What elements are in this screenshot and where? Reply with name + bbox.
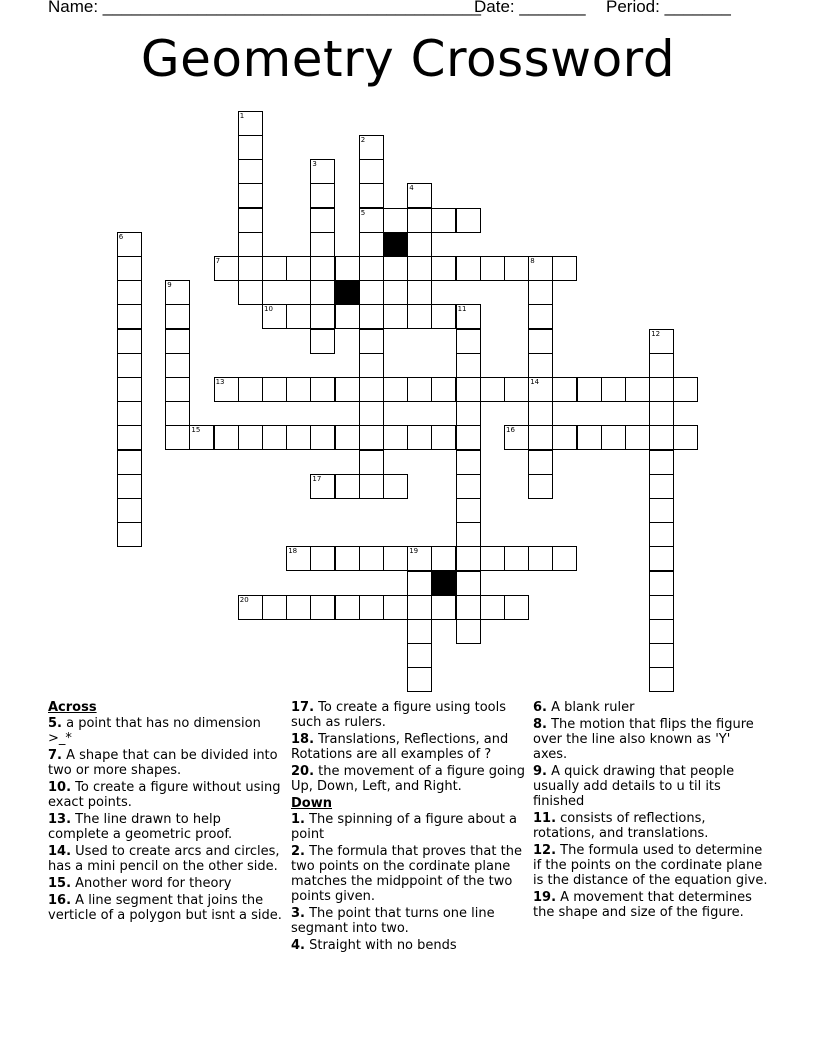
grid-cell[interactable] [407, 595, 432, 620]
grid-cell[interactable] [480, 546, 505, 571]
grid-cell[interactable] [359, 280, 384, 305]
grid-cell[interactable] [238, 159, 263, 184]
grid-cell[interactable] [359, 304, 384, 329]
clue-number: 15 [191, 426, 201, 435]
grid-cell[interactable] [480, 595, 505, 620]
grid-cell[interactable] [528, 256, 553, 281]
clue-item [533, 700, 768, 715]
clue-item [48, 812, 283, 842]
clue-item-number: 3. [291, 906, 305, 921]
grid-cell[interactable] [456, 401, 481, 426]
grid-cell[interactable] [383, 304, 408, 329]
clue-number: 20 [239, 595, 249, 604]
clue-item [48, 716, 283, 746]
grid-cell[interactable] [359, 159, 384, 184]
clue-item-text: A line segment that joins the verticle of a polygon but isnt a side. [48, 893, 282, 923]
clues-column-1 [48, 700, 283, 925]
clue-item [533, 764, 768, 809]
clue-item [48, 844, 283, 874]
grid-cell[interactable] [262, 256, 287, 281]
clue-item-number: 15. [48, 876, 72, 891]
grid-cell[interactable] [238, 232, 263, 257]
grid-cell[interactable] [649, 546, 674, 571]
grid-cell[interactable] [165, 304, 190, 329]
clue-item [533, 843, 768, 888]
grid-cell[interactable] [335, 256, 360, 281]
grid-cell[interactable] [456, 256, 481, 281]
clue-number: 7 [215, 257, 221, 265]
across-heading: Across [48, 700, 97, 715]
grid-cell[interactable] [286, 595, 311, 620]
clue-item-text: A shape that can be divided into two or more shapes. [48, 748, 278, 778]
grid-cell[interactable] [528, 474, 553, 499]
grid-cell[interactable] [407, 425, 432, 450]
clue-number: 4 [409, 184, 414, 193]
grid-cell[interactable] [383, 546, 408, 571]
grid-cell[interactable] [431, 546, 456, 571]
grid-cell[interactable] [480, 256, 505, 281]
grid-cell[interactable] [649, 353, 674, 378]
clue-item-number: 16. [48, 893, 72, 908]
grid-cell[interactable] [649, 329, 674, 354]
grid-cell[interactable] [456, 377, 481, 402]
grid-cell[interactable] [649, 595, 674, 620]
clue-item-number: 4. [291, 938, 305, 953]
clues-column-3 [533, 700, 768, 922]
grid-cell[interactable] [407, 232, 432, 257]
clue-item [48, 893, 283, 923]
grid-cell[interactable] [359, 183, 384, 208]
name-field-label[interactable]: Name: ________________________________________ [48, 0, 481, 16]
grid-cell[interactable] [310, 183, 335, 208]
grid-cell[interactable] [238, 377, 263, 402]
grid-cell[interactable] [528, 329, 553, 354]
grid-cell[interactable] [165, 425, 190, 450]
grid-cell[interactable] [528, 401, 553, 426]
grid-cell[interactable] [238, 183, 263, 208]
grid-cell[interactable] [335, 595, 360, 620]
grid-cell[interactable] [552, 256, 577, 281]
grid-cell[interactable] [383, 377, 408, 402]
grid-black-cell [431, 571, 456, 596]
grid-cell[interactable] [117, 329, 142, 354]
grid-cell[interactable] [528, 425, 553, 450]
grid-cell[interactable] [407, 619, 432, 644]
clue-number: 17 [312, 474, 322, 483]
clue-item [48, 780, 283, 810]
grid-cell[interactable] [649, 425, 674, 450]
clue-item-number: 2. [291, 844, 305, 859]
across-clue-list-continued [291, 700, 526, 794]
grid-cell[interactable] [649, 498, 674, 523]
grid-cell[interactable] [649, 571, 674, 596]
grid-cell[interactable] [359, 401, 384, 426]
clue-item-number: 7. [48, 748, 62, 763]
clue-item-number: 10. [48, 780, 72, 795]
clue-item-text: The formula used to determine if the points on the cordinate plane is the distance of the equation give. [533, 843, 768, 888]
grid-cell[interactable] [359, 256, 384, 281]
clue-number: 2 [360, 136, 366, 144]
grid-cell[interactable] [359, 208, 384, 233]
clue-number: 10 [264, 305, 273, 314]
clue-item [533, 811, 768, 841]
grid-cell[interactable] [359, 135, 384, 160]
grid-cell[interactable] [673, 377, 698, 402]
grid-cell[interactable] [504, 377, 529, 402]
grid-cell[interactable] [359, 450, 384, 475]
clue-item-text: a point that has no dimension >_* [48, 716, 261, 746]
clue-number: 5 [360, 208, 366, 217]
grid-cell[interactable] [117, 377, 142, 402]
grid-cell[interactable] [238, 595, 263, 620]
grid-cell[interactable] [407, 377, 432, 402]
grid-cell[interactable] [165, 377, 190, 402]
grid-cell[interactable] [310, 159, 335, 184]
clue-number: 8 [530, 257, 535, 265]
grid-cell[interactable] [407, 546, 432, 571]
clue-number: 12 [651, 329, 661, 338]
clue-item [291, 812, 526, 842]
grid-cell[interactable] [117, 498, 142, 523]
down-clue-list [291, 812, 526, 953]
grid-cell[interactable] [528, 304, 553, 329]
clue-item-text: Straight with no bends [304, 938, 457, 953]
grid-cell[interactable] [359, 377, 384, 402]
grid-cell[interactable] [238, 208, 263, 233]
grid-cell[interactable] [625, 377, 650, 402]
clue-item-number: 12. [533, 843, 557, 858]
grid-cell[interactable] [407, 667, 432, 692]
grid-cell[interactable] [407, 571, 432, 596]
clue-item [291, 764, 526, 794]
grid-cell[interactable] [359, 353, 384, 378]
clue-item-number: 6. [533, 700, 547, 715]
clue-item [533, 890, 768, 920]
grid-cell[interactable] [456, 522, 481, 547]
clue-item-text: The point that turns one line segmant into two. [291, 906, 495, 936]
clues-column-2 [291, 700, 526, 955]
grid-cell[interactable] [359, 474, 384, 499]
grid-cell[interactable] [310, 474, 335, 499]
grid-cell[interactable] [262, 377, 287, 402]
grid-cell[interactable] [238, 135, 263, 160]
grid-cell[interactable] [359, 329, 384, 354]
grid-cell[interactable] [456, 425, 481, 450]
down-heading: Down [291, 796, 332, 811]
grid-cell[interactable] [431, 256, 456, 281]
grid-cell[interactable] [238, 111, 263, 136]
grid-cell[interactable] [359, 425, 384, 450]
grid-cell[interactable] [456, 546, 481, 571]
period-field-label[interactable]: Period: _______ [606, 0, 731, 16]
clue-item-text: Used to create arcs and circles, has a mini pencil on the other side. [48, 844, 280, 874]
grid-cell[interactable] [456, 595, 481, 620]
grid-cell[interactable] [577, 377, 602, 402]
grid-cell[interactable] [189, 425, 214, 450]
grid-cell[interactable] [286, 377, 311, 402]
grid-cell[interactable] [238, 425, 263, 450]
clue-number: 6 [118, 232, 124, 241]
clue-item-text: To create a figure using tools such as rulers. [291, 700, 506, 730]
clue-item [291, 732, 526, 762]
grid-cell[interactable] [649, 474, 674, 499]
clue-item-text: The spinning of a figure about a point [291, 812, 518, 842]
clue-item [291, 844, 526, 904]
grid-cell[interactable] [649, 450, 674, 475]
clue-item-number: 20. [291, 764, 315, 779]
page-title: Geometry Crossword [140, 30, 676, 88]
grid-cell[interactable] [528, 450, 553, 475]
grid-cell[interactable] [165, 401, 190, 426]
clue-item-text: Translations, Reflections, and Rotations are all examples of ? [291, 732, 509, 762]
clue-item-number: 8. [533, 717, 547, 732]
clue-item-number: 11. [533, 811, 557, 826]
grid-cell[interactable] [407, 643, 432, 668]
clue-item-number: 5. [48, 716, 62, 731]
clue-item-number: 17. [291, 700, 315, 715]
grid-cell[interactable] [480, 377, 505, 402]
grid-cell[interactable] [649, 643, 674, 668]
grid-cell[interactable] [528, 546, 553, 571]
grid-cell[interactable] [431, 425, 456, 450]
grid-cell[interactable] [117, 353, 142, 378]
grid-cell[interactable] [165, 280, 190, 305]
grid-cell[interactable] [286, 546, 311, 571]
grid-cell[interactable] [310, 208, 335, 233]
grid-cell[interactable] [286, 304, 311, 329]
grid-cell[interactable] [431, 304, 456, 329]
grid-cell[interactable] [335, 546, 360, 571]
grid-cell[interactable] [310, 280, 335, 305]
clue-item-number: 9. [533, 764, 547, 779]
grid-cell[interactable] [335, 377, 360, 402]
grid-cell[interactable] [456, 304, 481, 329]
grid-cell[interactable] [456, 329, 481, 354]
grid-cell[interactable] [649, 522, 674, 547]
clue-number: 3 [312, 160, 317, 169]
grid-cell[interactable] [601, 377, 626, 402]
grid-cell[interactable] [431, 377, 456, 402]
clue-item [48, 748, 283, 778]
grid-cell[interactable] [359, 546, 384, 571]
grid-cell[interactable] [456, 450, 481, 475]
grid-cell[interactable] [310, 329, 335, 354]
grid-cell[interactable] [528, 280, 553, 305]
clue-item-text: consists of reflections, rotations, and translations. [533, 811, 709, 841]
clue-number: 14 [530, 378, 540, 386]
grid-cell[interactable] [238, 256, 263, 281]
grid-cell[interactable] [552, 377, 577, 402]
grid-cell[interactable] [335, 474, 360, 499]
grid-cell[interactable] [649, 401, 674, 426]
grid-cell[interactable] [456, 353, 481, 378]
grid-cell[interactable] [601, 425, 626, 450]
grid-cell[interactable] [456, 571, 481, 596]
grid-cell[interactable] [504, 595, 529, 620]
clue-item-text: The formula that proves that the two points on the cordinate plane matches the midppoint of the two points given. [291, 844, 522, 904]
grid-cell[interactable] [310, 546, 335, 571]
clue-item [48, 876, 283, 891]
clue-item-number: 13. [48, 812, 72, 827]
grid-cell[interactable] [383, 595, 408, 620]
grid-cell[interactable] [117, 425, 142, 450]
grid-cell[interactable] [383, 425, 408, 450]
grid-black-cell [335, 280, 360, 305]
down-clue-list-continued [533, 700, 768, 920]
grid-cell[interactable] [117, 280, 142, 305]
clue-number: 16 [506, 426, 515, 435]
grid-cell[interactable] [649, 377, 674, 402]
grid-cell[interactable] [407, 280, 432, 305]
grid-cell[interactable] [117, 232, 142, 257]
grid-cell[interactable] [383, 474, 408, 499]
grid-cell[interactable] [310, 595, 335, 620]
grid-cell[interactable] [431, 208, 456, 233]
grid-cell[interactable] [407, 183, 432, 208]
grid-cell[interactable] [504, 425, 529, 450]
clue-number: 9 [167, 281, 172, 290]
grid-cell[interactable] [214, 256, 239, 281]
grid-cell[interactable] [310, 304, 335, 329]
grid-cell[interactable] [528, 353, 553, 378]
grid-cell[interactable] [577, 425, 602, 450]
grid-cell[interactable] [552, 425, 577, 450]
grid-cell[interactable] [456, 619, 481, 644]
grid-cell[interactable] [286, 256, 311, 281]
grid-cell[interactable] [165, 353, 190, 378]
grid-cell[interactable] [359, 232, 384, 257]
grid-cell[interactable] [262, 425, 287, 450]
grid-cell[interactable] [431, 595, 456, 620]
clue-item-number: 18. [291, 732, 315, 747]
grid-cell[interactable] [214, 377, 239, 402]
clue-item-text: The motion that flips the figure over the line also known as 'Y' axes. [533, 717, 754, 762]
grid-cell[interactable] [649, 667, 674, 692]
clue-item-text: The line drawn to help complete a geometric proof. [48, 812, 233, 842]
date-field-label[interactable]: Date: _______ [474, 0, 586, 16]
grid-cell[interactable] [310, 377, 335, 402]
grid-cell[interactable] [286, 425, 311, 450]
clue-item-number: 14. [48, 844, 72, 859]
grid-cell[interactable] [335, 425, 360, 450]
grid-cell[interactable] [335, 304, 360, 329]
clue-item-number: 19. [533, 890, 557, 905]
grid-cell[interactable] [310, 425, 335, 450]
grid-cell[interactable] [117, 522, 142, 547]
grid-cell[interactable] [649, 619, 674, 644]
clue-number: 13 [215, 378, 225, 386]
grid-cell[interactable] [262, 595, 287, 620]
grid-cell[interactable] [238, 280, 263, 305]
clue-number: 1 [239, 111, 245, 120]
grid-black-cell [383, 232, 408, 257]
grid-cell[interactable] [504, 256, 529, 281]
grid-cell[interactable] [117, 450, 142, 475]
grid-cell[interactable] [383, 256, 408, 281]
grid-cell[interactable] [552, 546, 577, 571]
grid-cell[interactable] [383, 208, 408, 233]
grid-cell[interactable] [117, 256, 142, 281]
grid-cell[interactable] [165, 329, 190, 354]
grid-cell[interactable] [456, 474, 481, 499]
clue-item-text: To create a figure without using exact points. [48, 780, 281, 810]
grid-cell[interactable] [310, 232, 335, 257]
grid-cell[interactable] [673, 425, 698, 450]
grid-cell[interactable] [407, 304, 432, 329]
grid-cell[interactable] [407, 256, 432, 281]
grid-cell[interactable] [117, 474, 142, 499]
clue-number: 18 [288, 547, 298, 556]
clue-item-text: A quick drawing that people usually add details to u til its finished [533, 764, 735, 809]
clue-number: 19 [409, 547, 419, 556]
grid-cell[interactable] [262, 304, 287, 329]
clue-number: 11 [457, 305, 467, 314]
clue-item [533, 717, 768, 762]
grid-cell[interactable] [117, 401, 142, 426]
grid-cell[interactable] [117, 304, 142, 329]
grid-cell[interactable] [456, 208, 481, 233]
clue-item-text: the movement of a figure going Up, Down, Left, and Right. [291, 764, 526, 794]
grid-cell[interactable] [407, 208, 432, 233]
clue-item [291, 700, 526, 730]
clue-item [291, 938, 526, 953]
grid-cell[interactable] [359, 595, 384, 620]
clue-item [291, 906, 526, 936]
clue-item-text: A movement that determines the shape and size of the figure. [533, 890, 752, 920]
grid-cell[interactable] [310, 256, 335, 281]
grid-cell[interactable] [456, 498, 481, 523]
grid-cell[interactable] [504, 546, 529, 571]
grid-cell[interactable] [528, 377, 553, 402]
across-clue-list [48, 716, 283, 923]
grid-cell[interactable] [214, 425, 239, 450]
grid-cell[interactable] [625, 425, 650, 450]
clue-item-text: A blank ruler [546, 700, 635, 715]
clue-item-number: 1. [291, 812, 305, 827]
clue-item-text: Another word for theory [71, 876, 232, 891]
